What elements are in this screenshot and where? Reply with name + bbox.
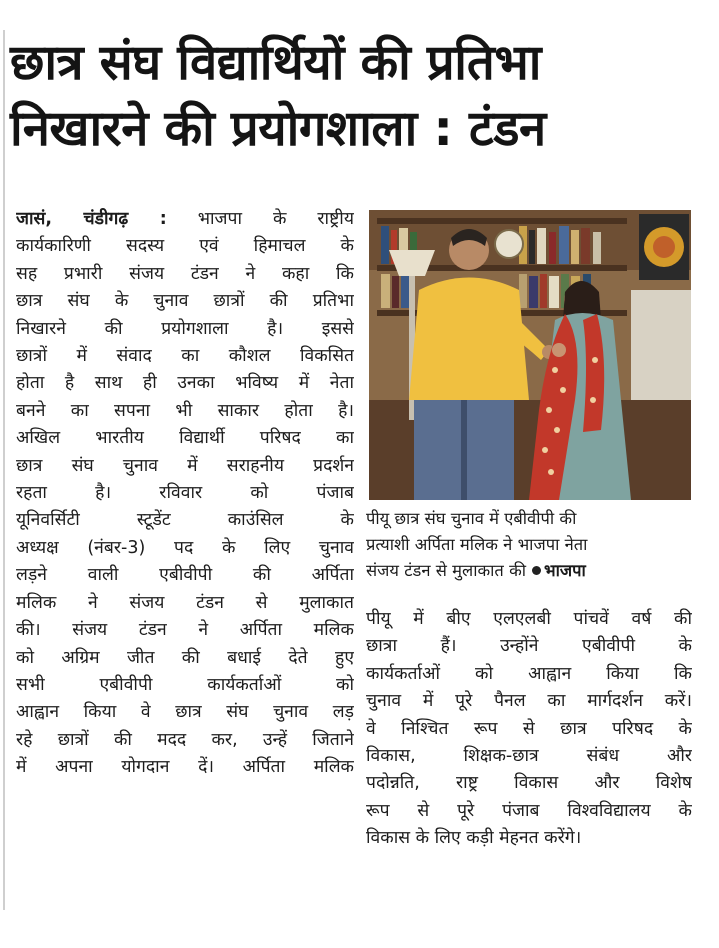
dateline: जासं, चंडीगढ़ : [16,209,167,229]
body-line: अखिल भारतीय विद्यार्थी परिषद का [16,428,354,449]
bullet-icon [532,566,541,575]
body-line: यूनिवर्सिटी स्टूडेंट काउंसिल के [16,510,354,531]
headline-line-1: छात्र संघ विद्यार्थियों की प्रतिभा [10,34,541,91]
body-line: पीयू में बीए एलएलबी पांचवें वर्ष की [366,609,692,629]
body-line: कार्यकारिणी सदस्य एवं हिमाचल के [16,236,354,257]
caption-line [366,558,696,584]
body-line: में अपना योगदान दें। अर्पिता मलिक [16,757,354,778]
body-line: छात्रों में संवाद का कौशल विकसित [16,346,354,367]
body-line: को अग्रिम जीत की बधाई देते हुए [16,647,354,668]
body-text: भाजपा के राष्ट्रीय [197,209,354,229]
body-line: छात्र संघ के चुनाव छात्रों की प्रतिभा [16,291,354,312]
body-line: रहता है। रविवार को पंजाब [16,483,354,504]
headline-line-2: निखारने की प्रयोगशाला : टंडन [10,100,546,157]
body-line: बनने का सपना भी साकार होता है। [16,400,354,421]
body-line: वे निश्चित रूप से छात्र परिषद के [366,718,692,739]
headline [10,30,700,162]
body-line: कार्यकर्ताओं को आह्वान किया कि [366,663,692,684]
article-right-column [366,606,692,853]
news-photo-illustration [369,210,691,500]
caption-line: पीयू छात्र संघ चुनाव में एबीवीपी की [366,509,577,528]
body-line: छात्र संघ चुनाव में सराहनीय प्रदर्शन [16,455,354,476]
body-line: होता है साथ ही उनका भविष्य में नेता [16,373,354,394]
body-line: आह्वान किया वे छात्र संघ चुनाव लड़ [16,702,354,723]
body-line: रूप से पूरे पंजाब विश्वविद्यालय के [366,800,692,821]
body-line: विकास के लिए कड़ी मेहनत करेंगे। [366,828,582,849]
body-line: विकास, शिक्षक-छात्र संबंध और [366,746,692,767]
photo-credit: भाजपा [544,561,586,580]
body-line: मलिक ने संजय टंडन से मुलाकात [16,592,354,613]
body-line: सभी एबीवीपी कार्यकर्ताओं को [16,674,354,695]
news-photo [369,210,691,500]
body-line: छात्रा हैं। उन्होंने एबीवीपी के [366,636,692,657]
body-line [16,206,354,233]
body-line: पदोन्नति, राष्ट्र विकास और विशेष [366,773,692,794]
body-line: अध्यक्ष (नंबर-3) पद के लिए चुनाव [16,537,354,558]
body-line: रहे छात्रों की मदद कर, उन्हें जिताने [16,729,354,750]
caption-line: प्रत्याशी अर्पिता मलिक ने भाजपा नेता [366,535,588,554]
body-line: सह प्रभारी संजय टंडन ने कहा कि [16,263,354,284]
clipping-edge [3,30,5,910]
photo-caption [366,506,696,584]
article-left-column [16,206,354,782]
body-line: लड़ने वाली एबीवीपी की अर्पिता [16,565,354,586]
caption-text: संजय टंडन से मुलाकात की [366,561,527,580]
body-line: निखारने की प्रयोगशाला है। इससे [16,318,354,339]
body-line: चुनाव में पूरे पैनल का मार्गदर्शन करें। [366,691,692,712]
body-line: की। संजय टंडन ने अर्पिता मलिक [16,620,354,641]
